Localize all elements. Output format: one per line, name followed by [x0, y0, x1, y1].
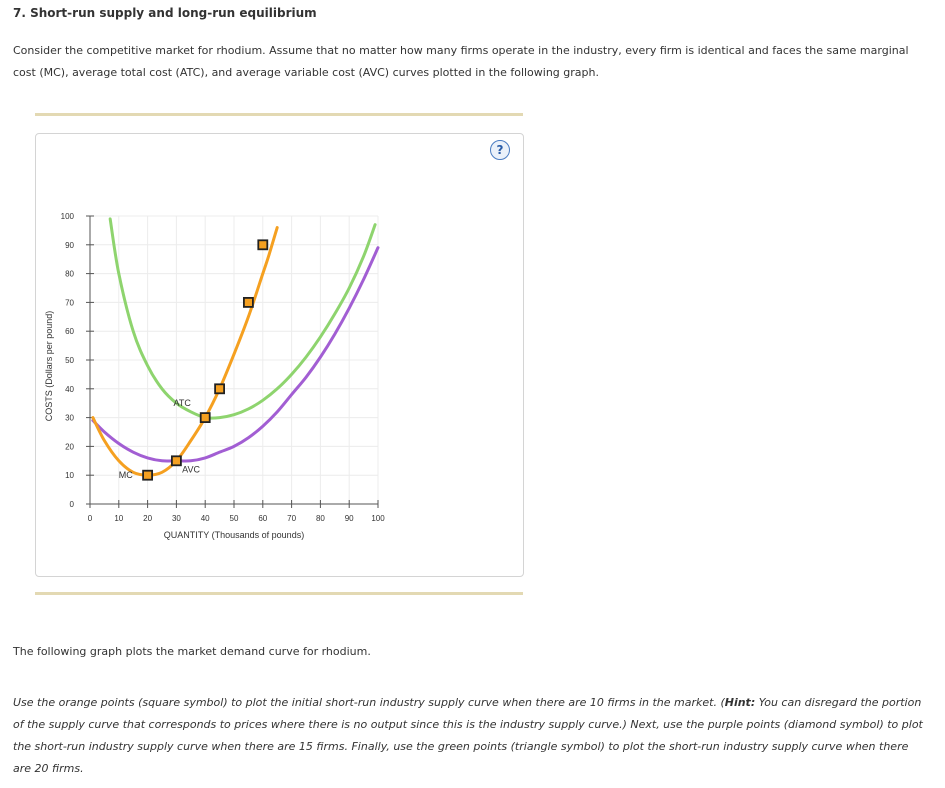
chart-axes	[61, 212, 386, 523]
y-tick-label: 0	[69, 500, 74, 509]
x-tick-label: 50	[229, 514, 239, 523]
x-tick-label: 90	[344, 514, 354, 523]
mc-point-marker	[143, 471, 152, 480]
y-tick-label: 30	[65, 413, 74, 423]
y-tick-label: 80	[65, 269, 74, 279]
y-tick-label: 40	[65, 384, 74, 394]
mc-point-marker	[172, 456, 181, 465]
y-tick-label: 20	[65, 442, 74, 452]
instructions-text	[13, 692, 923, 780]
top-divider	[35, 113, 523, 116]
cost-curves-chart	[36, 160, 476, 560]
y-tick-label: 60	[65, 327, 74, 337]
mc-point-marker	[258, 240, 267, 249]
y-tick-label: 90	[65, 240, 74, 250]
x-tick-label: 60	[258, 514, 268, 523]
question-intro: Consider the competitive market for rhodium. Assume that no matter how many firms operate in the industry, every firm is identical and faces the same marginal cost (MC), average total cost (ATC), and average variable cost (AVC) curves plotted in the following graph.	[13, 44, 909, 79]
mc-curve-label: MC	[118, 470, 133, 481]
y-tick-label: 70	[65, 298, 74, 308]
instructions-part2: You can disregard the portion of the supply curve that corresponds to prices where there is no output since this is the industry supply curve.) Next, use the purple points (diamond symbol) to plot the short-run industry supply curve when there are 15 firms. Finally, use the green points (triangle symbol) to plot the short-run industry supply curve when there are 20 firms.	[13, 696, 923, 775]
atc-curve-label: ATC	[173, 398, 191, 409]
demand-text: The following graph plots the market demand curve for rhodium.	[13, 645, 371, 658]
atc-curve	[110, 219, 375, 418]
instructions-part1: Use the orange points (square symbol) to plot the initial short-run industry supply curve when there are 10 firms in the market. (	[13, 696, 725, 709]
x-tick-label: 30	[171, 514, 181, 523]
x-tick-label: 10	[114, 514, 124, 523]
x-tick-label: 100	[371, 514, 385, 523]
chart-curves	[93, 219, 378, 475]
x-tick-label: 80	[315, 514, 325, 523]
y-axis-title: COSTS (Dollars per pound)	[44, 310, 54, 422]
x-axis-title: QUANTITY (Thousands of pounds)	[163, 530, 305, 540]
help-icon[interactable]: ?	[490, 140, 510, 160]
x-tick-label: 0	[87, 514, 93, 523]
mc-point-marker	[244, 298, 253, 307]
question-title: 7. Short-run supply and long-run equilibrium	[13, 6, 317, 20]
x-tick-label: 20	[143, 514, 153, 523]
bottom-divider	[35, 592, 523, 595]
mc-point-marker	[201, 413, 210, 422]
hint-label: Hint:	[724, 696, 756, 709]
chart-grid	[90, 216, 378, 504]
y-tick-label: 100	[60, 212, 74, 221]
avc-curve-label: AVC	[182, 464, 201, 475]
y-tick-label: 10	[65, 471, 74, 481]
x-tick-label: 40	[200, 514, 210, 523]
y-tick-label: 50	[65, 356, 74, 365]
x-tick-label: 70	[287, 514, 297, 523]
mc-point-marker	[215, 384, 224, 393]
